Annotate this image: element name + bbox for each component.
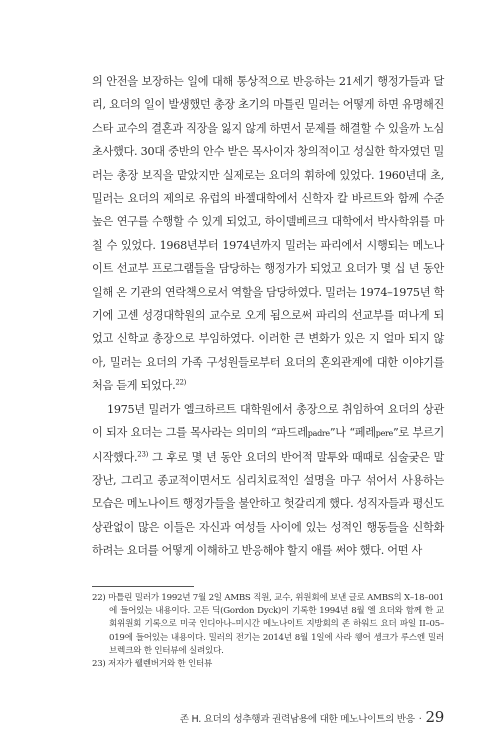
footnote-23-number: 23) [92, 659, 106, 670]
footnote-23 [92, 658, 444, 671]
page-footer [180, 708, 444, 726]
body-text [92, 70, 444, 563]
paragraph-1-text: 의 안전을 보장하는 일에 대해 통상적으로 반응하는 21세기 행정가들과 달리, 요더의 일이 발생했던 총장 초기의 마틀린 밀러는 어떻게 하면 유명해진 스타 교수의 결혼과 직장을 잃지 않게 하면서 문제를 해결할 수 있을까 노심초사했다. 30대 중반의 안수 받은 목사이자 창의적이고 성실한 학자였던 밀러는 총장 보직을 맡았지만 실제로는 요더의 휘하에 있었다. 1960년대 초, 밀러는 요더의 제의로 유럽의 바젤대학에서 신학자 칼 바르트와 함께 수준 높은 연구를 수행할 수 있게 되었고, 하이델베르크 대학에서 박사학위를 마칠 수 있었다. 1968년부터 1974년까지 밀러는 파리에서 시행되는 메노나이트 선교부 프로그램들을 담당하는 행정가가 되었고 요더가 몇 십 년 동안 일해 온 기관의 연락책으로서 역할을 담당하였다. 밀러는 1974–1975년 학기에 고센 성경대학원의 교수로 오게 됨으로써 파리의 선교부를 떠나게 되었고 신학교 총장으로 부임하였다. 이러한 큰 변화가 있은 지 얼마 되지 않아, 밀러는 요더의 가족 구성원들로부터 요더의 혼외관계에 대한 이야기를 처음 듣게 되었다. [92, 75, 444, 393]
footnote-22-text: 마틀린 밀러가 1992년 7월 2일 AMBS 직원, 교수, 위원회에 보낸 글로 AMBS의 X–18–001에 들어있는 내용이다. 고든 딕(Gordon Dyck)이 기록한 1994년 8월 엘 요더와 함께 한 교회위원회 기록으로 미국 인디아나–미시간 메노나이트 지방회의 존 하워드 요더 파일 II–05–019에 들어있는 내용이다. 밀러의 전기는 2014년 8월 1일에 사라 웽어 셍크가 루스엔 밀러 브렉크와 한 인터뷰에 실려있다. [108, 593, 445, 656]
paragraph-1 [92, 70, 444, 398]
padre-term: padre [307, 429, 330, 439]
footnote-divider [92, 586, 194, 587]
footnote-23-text: 저자가 웰렌버거와 한 인터뷰 [108, 659, 213, 670]
paragraph-2-text-c: ”나 “페레 [329, 426, 376, 440]
paragraph-2-text-e: ”로 부르기 시작했다. [92, 426, 444, 464]
footnotes [92, 592, 444, 671]
footer-separator: · [418, 714, 422, 725]
footnote-ref-22: 22) [175, 378, 187, 387]
page-number: 29 [425, 708, 444, 726]
paragraph-2 [92, 398, 444, 563]
running-title: 존 H. 요더의 성추행과 권력남용에 대한 메노나이트의 반응 [179, 714, 415, 725]
paragraph-2-text-f: 그 후로 몇 년 동안 요더의 반어적 말투와 때때로 심술궂은 말장난, 그리고 종교적이면서도 심리치료적인 설명을 마구 섞어서 사용하는 모습은 메노나이트 행정가들을 불안하고 헛갈리게 했다. 성직자들과 평신도 상관없이 많은 이들은 자신과 여성들 사이에 있는 성적인 행동들을 신학화하려는 요더를 어떻게 이해하고 반응해야 할지 애를 써야 했다. 어떤 사 [92, 450, 444, 558]
paragraph-2-text-a: 1975년 밀러가 엘크하르트 대학원에서 총장으로 취임하여 요더의 상관이 되자 요더는 그를 목사라는 의미의 “파드레 [92, 402, 444, 440]
footnote-22-number: 22) [92, 593, 106, 603]
pere-term: pere [375, 429, 393, 439]
footnote-22 [92, 592, 444, 658]
footnote-ref-23: 23) [137, 449, 149, 458]
